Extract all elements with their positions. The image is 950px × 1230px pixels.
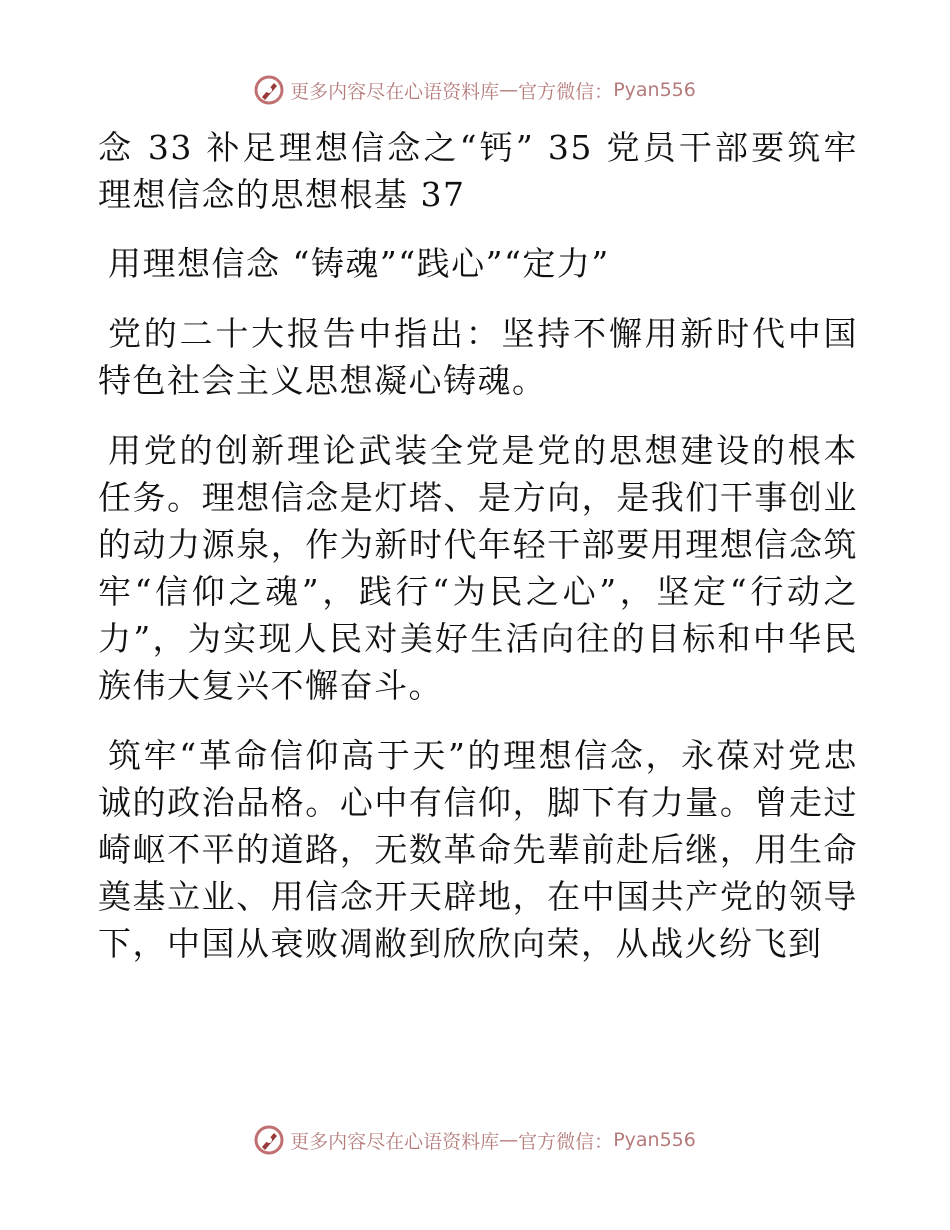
watermark-text: 更多内容尽在心语资料库 (290, 80, 500, 103)
paragraph-report-quote: 党的二十大报告中指出：坚持不懈用新时代中国特色社会主义思想凝心铸魂。 (98, 314, 858, 400)
paragraph-heading: 用理想信念 “铸魂”“践心”“定力” (108, 244, 610, 283)
header-watermark (0, 73, 950, 107)
watermark-id: Pyan556 (613, 79, 696, 101)
paragraph-faith: 筑牢“革命信仰高于天”的理想信念，永葆对党忠诚的政治品格。心中有信仰，脚下有力量。曾走过崎岖不平的道路，无数革命先辈前赴后继，用生命奠基立业、用信念开天辟地，在中国共产党的领导下，中国从衰败凋敝到欣欣向荣，从战火纷飞到 (98, 736, 858, 963)
watermark-logo-icon (254, 1125, 284, 1155)
watermark-id: Pyan556 (613, 1129, 696, 1151)
watermark-label: 官方微信： (518, 1130, 614, 1153)
watermark-separator: — (499, 1129, 519, 1151)
watermark-logo-icon (254, 75, 284, 105)
watermark-separator: — (499, 79, 519, 101)
paragraph-toc-continuation: 念 33 补足理想信念之“钙” 35 党员干部要筑牢理想信念的思想根基 37 (98, 128, 858, 214)
paragraph-theory: 用党的创新理论武装全党是党的思想建设的根本任务。理想信念是灯塔、是方向，是我们干事创业的动力源泉，作为新时代年轻干部要用理想信念筑牢“信仰之魂”，践行“为民之心”，坚定“行动之力”，为实现人民对美好生活向往的目标和中华民族伟大复兴不懈奋斗。 (98, 431, 858, 705)
footer-watermark (0, 1123, 950, 1157)
document-body (98, 124, 858, 990)
watermark-label: 官方微信： (518, 80, 614, 103)
watermark-text: 更多内容尽在心语资料库 (290, 1130, 500, 1153)
